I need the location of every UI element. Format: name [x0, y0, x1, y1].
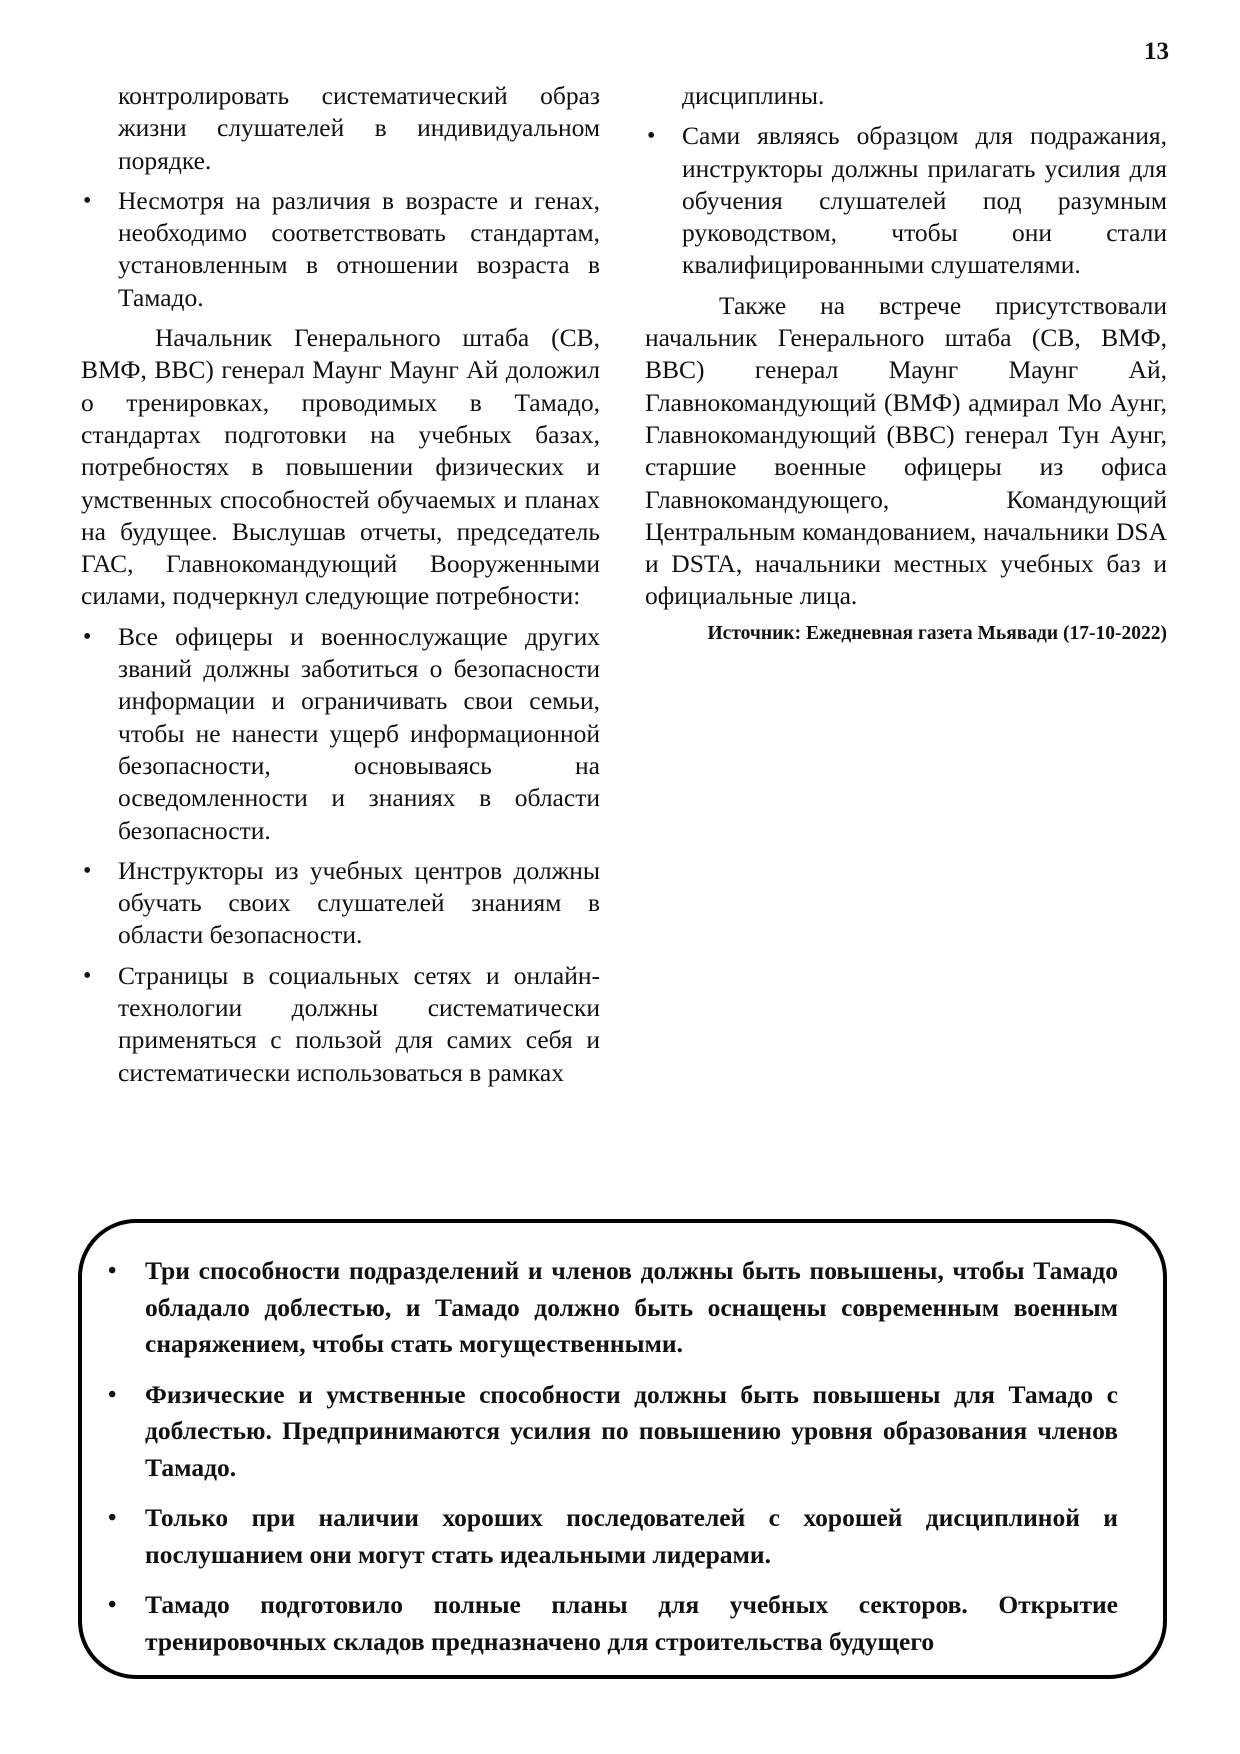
bullet-list-age: [81, 185, 600, 314]
bullet-list-instructors: [645, 120, 1167, 281]
bullet-list-needs: [81, 621, 600, 1089]
list-item: • Инструкторы из учебных центров должны обучать своих слушателей знаниям в области безопасности.: [81, 855, 600, 952]
list-item: • Все офицеры и военнослужащие других званий должны заботиться о безопасности информации и ограничивать свои семьи, чтобы не нанести ущерб информационной безопасности, основываясь на осведомленности и знаниях в области безопасности.: [81, 621, 600, 847]
list-item: • Страницы в социальных сетях и онлайн-технологии должны систематически применяться с пользой для самих себя и систематически использоваться в рамках: [81, 960, 600, 1089]
highlight-item: • Три способности подразделений и членов должны быть повышены, чтобы Тамадо обладало доблестью, и Тамадо должно быть оснащены современным военным снаряжением, чтобы стать могущественными.: [145, 1253, 1118, 1363]
right-column: [645, 80, 1167, 655]
continued-bullet-text: контролировать систематический образ жизни слушателей в индивидуальном порядке.: [118, 81, 600, 175]
page-number: 13: [1144, 38, 1169, 65]
highlight-bullet-list: [82, 1223, 1163, 1660]
highlight-item: • Тамадо подготовило полные планы для учебных секторов. Открытие тренировочных складов предназначено для строительства будущего: [145, 1587, 1118, 1660]
paragraph-attendees: Также на встрече присутствовали начальник Генерального штаба (СВ, ВМФ, ВВС) генерал Маунг Маунг Ай, Главнокомандующий (ВМФ) адмирал Мо Аунг, Главнокомандующий (ВВС) генерал Тун Аунг, старшие военные офицеры из офиса Главнокомандующего, Командующий Центральным командованием, начальники DSA и DSTA, начальники местных учебных баз и официальные лица.: [645, 290, 1167, 611]
highlight-item: • Физические и умственные способности должны быть повышены для Тамадо с доблестью. Предпринимаются усилия по повышению уровня образования членов Тамадо.: [145, 1377, 1118, 1487]
highlight-box: [78, 1219, 1167, 1679]
list-item: • Несмотря на различия в возрасте и генах, необходимо соответствовать стандартам, установленным в отношении возраста в Тамадо.: [81, 185, 600, 314]
left-column: [81, 80, 600, 1097]
list-item: • Сами являясь образцом для подражания, инструкторы должны прилагать усилия для обучения слушателей под разумным руководством, чтобы они стали квалифицированными слушателями.: [645, 120, 1167, 281]
source-citation: Источник: Ежедневная газета Мьявади (17-10-2022): [707, 622, 1167, 644]
paragraph-report: Начальник Генерального штаба (СВ, ВМФ, ВВС) генерал Маунг Маунг Ай доложил о тренировках, проводимых в Тамадо, стандартах подготовки на учебных базах, потребностях в повышении физических и умственных способностей обучаемых и планах на будущее. Выслушав отчеты, председатель ГАС, Главнокомандующий Вооруженными силами, подчеркнул следующие потребности:: [81, 323, 600, 611]
highlight-item: • Только при наличии хороших последователей с хорошей дисциплиной и послушанием они могут стать идеальными лидерами.: [145, 1500, 1118, 1573]
continued-bullet-text: дисциплины.: [682, 81, 825, 110]
